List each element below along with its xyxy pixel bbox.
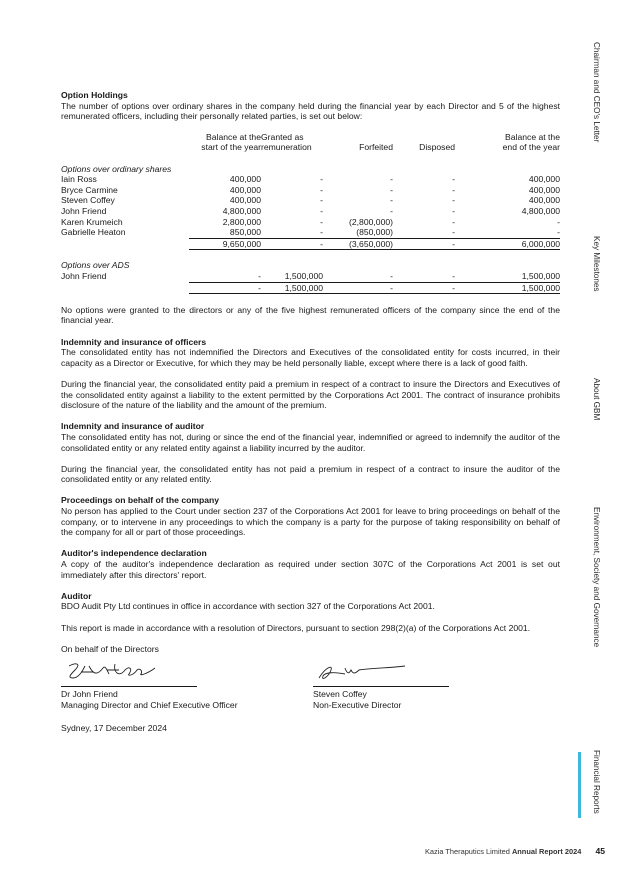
side-tab-about-gbm[interactable]: About GBM [592,378,601,421]
cell-disposed: - [393,282,455,294]
cell-forfeited: - [390,205,393,216]
proceedings-p1: No person has applied to the Court under section 237 of the Corporations Act 2001 for leave to bring proceedings on behalf of the company, or to intervene in any proceedings to which the company is a party for the purpose of taking responsibility on behalf of the company for all or part of those proceedings. [61,506,560,538]
place-date: Sydney, 17 December 2024 [61,723,167,733]
cell-balance-start: 4,800,000 [222,205,261,216]
table-row [61,271,560,282]
col-balance-end: Balance at the end of the year [502,131,560,153]
cell-name [61,238,189,250]
cell-granted: - [320,216,323,227]
resolution-statement: This report is made in accordance with a resolution of Directors, pursuant to section 298(2)(a) of the Corporations Act 2001. [61,622,531,633]
cell-forfeited: - [390,195,393,206]
indemnity-auditor-p2: During the financial year, the consolidated entity has not paid a premium in respect of a contract to insure the auditor of the consolidated entity or any related entity. [61,463,560,485]
cell-name: Karen Krumeich [61,216,123,227]
auditor-heading: Auditor [61,590,92,601]
option-holdings-intro: The number of options over ordinary shares in the company held during the financial year by each Director and 5 of the highest remunerated officers, including their personally related parties, is set out below: [61,100,560,122]
cell-balance-start: 400,000 [229,174,261,185]
auditor-p1: BDO Audit Pty Ltd continues in office in accordance with section 327 of the Corporations Act 2001. [61,601,435,612]
cell-name: Gabrielle Heaton [61,227,126,238]
cell-balance-end: 400,000 [528,195,560,206]
cell-balance-end: - [455,227,560,238]
ordinary-section-label: Options over ordinary shares [61,163,172,174]
cell-balance-start: 850,000 [189,227,261,238]
cell-disposed: - [452,205,455,216]
cell-granted: - [261,238,323,250]
indemnity-officers-p1: The consolidated entity has not indemnified the Directors and Executives of the consolidated entity for costs incurred, in their capacity as a Director or Executive, for which they may be held personally liable, except where there is a lack of good faith. [61,347,560,368]
signature-steven-coffey [315,660,415,684]
signature-john-friend [63,660,163,684]
table-header-row [61,132,560,153]
cell-granted: - [261,227,323,238]
col-granted: Granted as remuneration [261,131,312,153]
cell-disposed: - [393,238,455,250]
independence-p1: A copy of the auditor's independence declaration as required under section 307C of the Corporations Act 2001 is set out immediately after this directors' report. [61,559,560,580]
table-row [61,174,560,185]
option-holdings-heading: Option Holdings [61,90,128,100]
cell-balance-end: 400,000 [528,174,560,185]
cell-balance-start: 400,000 [229,195,261,206]
cell-disposed: - [452,195,455,206]
signatory-right-name: Steven Coffey [313,689,367,699]
cell-granted: - [320,205,323,216]
table-row [61,217,560,228]
cell-name [61,282,189,294]
cell-granted: - [320,184,323,195]
cell-balance-start: - [189,271,261,282]
col-forfeited: Forfeited [359,142,393,153]
side-tab-environment-society-governance[interactable]: Environment, Society and Governance [592,507,601,648]
cell-granted: - [320,174,323,185]
col-balance-start: Balance at the start of the year [201,131,261,153]
page-footer [330,846,605,856]
on-behalf-line: On behalf of the Directors [61,643,159,654]
cell-forfeited: (850,000) [323,227,393,238]
independence-heading: Auditor's independence declaration [61,548,207,559]
option-holdings-table [61,132,560,294]
page-number: 45 [595,846,605,856]
no-options-note: No options were granted to the directors or any of the five highest remunerated officers of the company since the end of the financial year. [61,304,560,326]
signatory-right-title: Non-Executive Director [313,699,402,710]
indemnity-auditor-p1: The consolidated entity has not, during or since the end of the financial year, indemnified or agreed to indemnify the auditor of the consolidated entity or any related entity against a liability incurred by the auditor. [61,431,560,453]
cell-name: John Friend [61,271,107,282]
table-total-row [61,282,560,294]
cell-balance-start: 2,800,000 [222,216,261,227]
cell-balance-end: - [557,216,560,227]
table-row [61,206,560,217]
cell-disposed: - [452,216,455,227]
indemnity-auditor-heading: Indemnity and insurance of auditor [61,421,205,432]
footer-report-title: Annual Report 2024 [511,847,582,856]
side-tab-financial-reports[interactable]: Financial Reports [592,750,601,814]
side-tab-chairman-ceo-letter[interactable]: Chairman and CEO's Letter [592,42,601,143]
cell-balance-end: 1,500,000 [455,282,560,294]
cell-balance-start: 9,650,000 [189,238,261,250]
indemnity-officers-heading: Indemnity and insurance of officers [61,336,207,347]
ads-section-label: Options over ADS [61,260,130,271]
cell-disposed: - [452,184,455,195]
cell-balance-start: - [189,282,261,294]
cell-forfeited: - [390,184,393,195]
cell-name: Iain Ross [61,174,97,185]
cell-granted: 1,500,000 [261,271,323,282]
signatory-left-name: Dr John Friend [61,689,118,699]
table-row [61,195,560,206]
ads-label-row [61,260,560,271]
ordinary-label-row [61,164,560,175]
table-total-row [61,238,560,250]
col-disposed: Disposed [419,142,455,153]
cell-forfeited: - [323,282,393,294]
cell-balance-end: 1,500,000 [455,271,560,282]
cell-disposed: - [393,271,455,282]
cell-name: John Friend [61,205,107,216]
side-tab-key-milestones[interactable]: Key Milestones [592,236,601,292]
footer-company: Kazia Theraputics Limited [424,847,510,856]
table-row [61,185,560,196]
cell-granted: 1,500,000 [261,282,323,294]
cell-balance-end: 6,000,000 [455,238,560,250]
cell-forfeited: - [390,174,393,185]
cell-disposed: - [452,174,455,185]
proceedings-heading: Proceedings on behalf of the company [61,495,220,506]
cell-name: Steven Coffey [61,195,115,206]
cell-forfeited: - [323,271,393,282]
active-section-indicator [578,752,581,818]
cell-granted: - [320,195,323,206]
cell-forfeited: (2,800,000) [349,216,393,227]
signature-line-left [61,686,197,687]
cell-name: Bryce Carmine [61,184,118,195]
table-row [61,227,560,238]
signature-line-right [313,686,449,687]
cell-forfeited: (3,650,000) [323,238,393,250]
cell-disposed: - [393,227,455,238]
cell-balance-start: 400,000 [229,184,261,195]
cell-balance-end: 4,800,000 [521,205,560,216]
signatory-left-title: Managing Director and Chief Executive Officer [61,699,238,710]
directors-report-body [61,90,560,654]
indemnity-officers-p2: During the financial year, the consolidated entity paid a premium in respect of a contract to insure the Directors and Executives of the consolidated entity against a liability to the extent permitted by the Corporations Act 2001. The contract of insurance prohibits disclosure of the nature of the liability and the amount of the premium. [61,378,560,411]
signature-area [61,658,560,718]
cell-balance-end: 400,000 [528,184,560,195]
